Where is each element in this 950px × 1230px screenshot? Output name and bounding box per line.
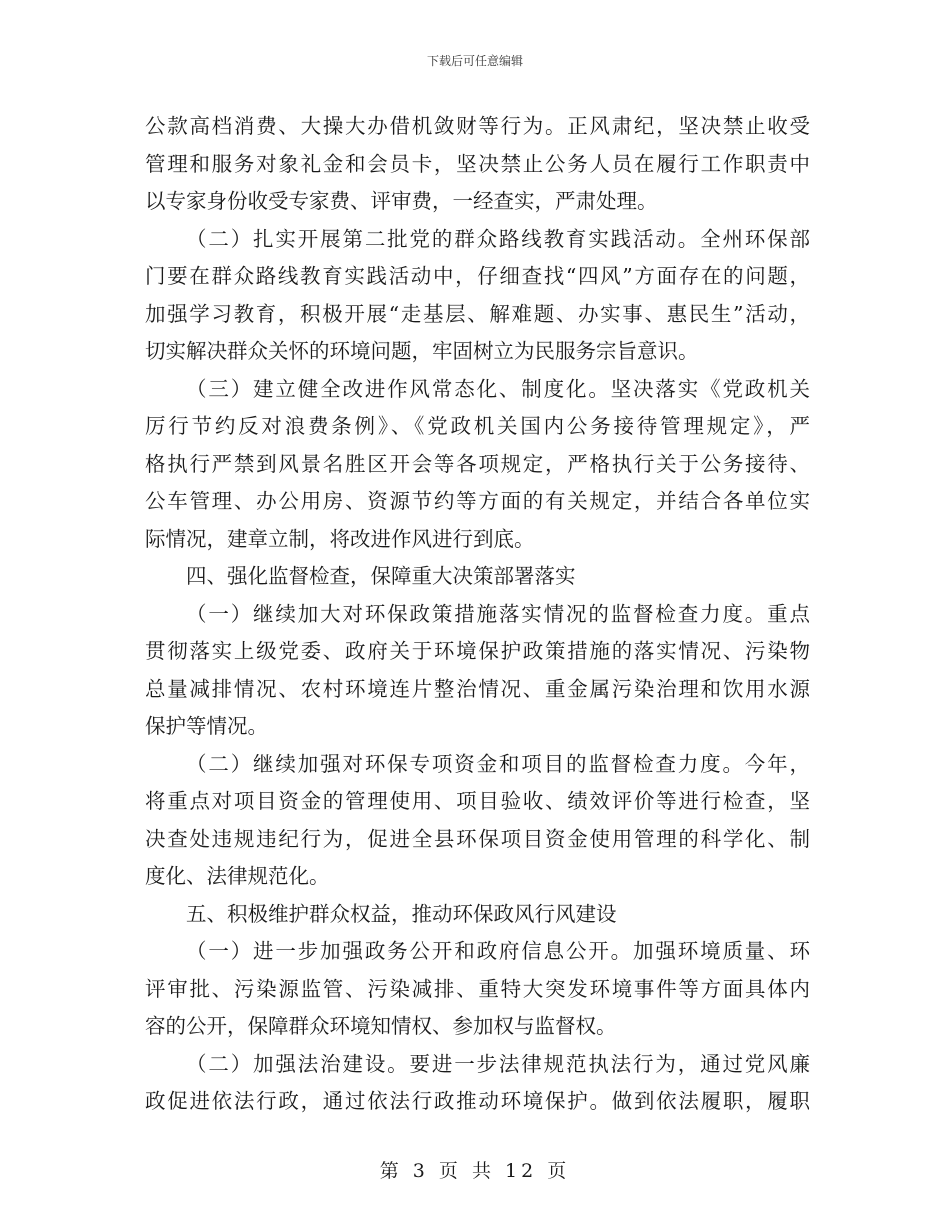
text-line: 容的公开，保障群众环境知情权、参加权与监督权。 bbox=[145, 1014, 617, 1038]
text-line: 际情况，建章立制，将改进作风进行到底。 bbox=[145, 526, 535, 551]
text-line: 保护等情况。 bbox=[145, 714, 268, 738]
text-line: （二）继续加强对环保专项资金和项目的监督检查力度。今年， bbox=[186, 751, 810, 776]
text-line: 将重点对项目资金的管理使用、项目验收、绩效评价等进行检查，坚 bbox=[145, 789, 810, 813]
text-line: 公车管理、办公用房、资源节约等方面的有关规定，并结合各单位实 bbox=[145, 489, 810, 513]
text-line: 切实解决群众关怀的环境问题，牢固树立为民服务宗旨意识。 bbox=[145, 339, 699, 363]
text-line: （二）加强法治建设。要进一步法律规范执法行为，通过党风廉 bbox=[186, 1051, 810, 1076]
text-line: （二）扎实开展第二批党的群众路线教育实践活动。全州环保部 bbox=[186, 226, 810, 251]
text-line: 政促进依法行政，通过依法行政推动环境保护。做到依法履职，履职 bbox=[145, 1089, 810, 1113]
text-line: 五、积极维护群众权益，推动环保政风行风建设 bbox=[186, 901, 617, 926]
text-line: 决查处违规违纪行为，促进全县环保项目资金使用管理的科学化、制 bbox=[145, 826, 810, 851]
text-line: 公款高档消费、大操大办借机敛财等行为。正风肃纪，坚决禁止收受 bbox=[145, 114, 810, 138]
text-line: 贯彻落实上级党委、政府关于环境保护政策措施的落实情况、污染物 bbox=[145, 639, 810, 663]
page-footer: 第 3 页 共 12 页 bbox=[379, 1160, 571, 1182]
text-line: 厉行节约反对浪费条例》、《党政机关国内公务接待管理规定》，严 bbox=[145, 414, 810, 438]
text-line: 度化、法律规范化。 bbox=[145, 864, 330, 888]
text-line: （一）继续加大对环保政策措施落实情况的监督检查力度。重点 bbox=[186, 601, 810, 626]
text-line: （三）建立健全改进作风常态化、制度化。坚决落实《党政机关 bbox=[186, 376, 810, 401]
text-line: 门要在群众路线教育实践活动中，仔细查找“四风”方面存在的问题， bbox=[145, 264, 810, 288]
text-line: （一）进一步加强政务公开和政府信息公开。加强环境质量、环 bbox=[186, 939, 810, 963]
text-line: 四、强化监督检查，保障重大决策部署落实 bbox=[186, 564, 576, 588]
text-line: 以专家身份收受专家费、评审费，一经查实，严肃处理。 bbox=[145, 189, 658, 213]
text-line: 格执行严禁到风景名胜区开会等各项规定，严格执行关于公务接待、 bbox=[145, 451, 810, 476]
text-line: 评审批、污染源监管、污染减排、重特大突发环境事件等方面具体内 bbox=[145, 976, 810, 1001]
text-line: 加强学习教育，积极开展“走基层、解难题、办实事、惠民生”活动， bbox=[145, 301, 810, 326]
page-header: 下载后可任意编辑 bbox=[426, 54, 523, 68]
text-line: 总量减排情况、农村环境连片整治情况、重金属污染治理和饮用水源 bbox=[145, 676, 810, 701]
body-text bbox=[145, 108, 810, 1121]
text-line: 管理和服务对象礼金和会员卡，坚决禁止公务人员在履行工作职责中 bbox=[145, 151, 810, 176]
